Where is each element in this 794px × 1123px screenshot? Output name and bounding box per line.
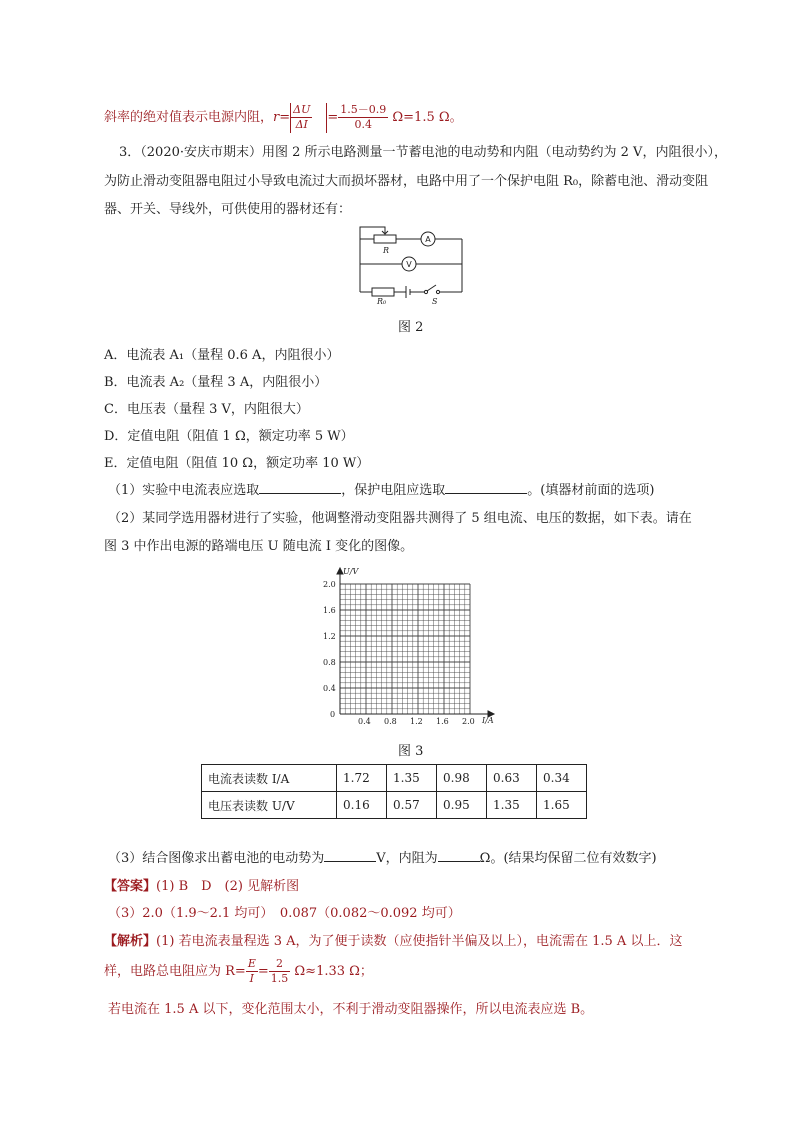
slope-text: 斜率的绝对值表示电源内阻，: [104, 110, 274, 125]
slope-result: Ω=1.5 Ω。: [392, 110, 463, 125]
part3-text-b: V，内阻为: [376, 851, 438, 866]
label-A: A: [425, 235, 431, 244]
circuit-diagram: [350, 222, 470, 306]
analysis-line3: 若电流在 1.5 A 以下，变化范围太小，不利于滑动变阻器操作，所以电流表应选 B。: [108, 1002, 594, 1017]
protective-resistor: [372, 288, 394, 296]
slope-formula-line: [104, 100, 463, 136]
y-tick-0-8: 0.8: [323, 658, 336, 667]
equals: =: [327, 110, 339, 125]
table-row-head: 电压表读数 U/V: [202, 792, 337, 819]
table-cell: 0.16: [337, 792, 387, 819]
table-cell: 1.72: [337, 765, 387, 792]
q3-line2: 为防止滑动变阻器电阻过小导致电流过大而损坏器材，电路中用了一个保护电阻 R₀，除蓄电池、滑动变阻: [104, 174, 709, 189]
table-cell: 1.35: [487, 792, 537, 819]
table-cell: 0.98: [437, 765, 487, 792]
table-cell: 0.95: [437, 792, 487, 819]
rheostat-resistor: [374, 235, 396, 243]
table-cell: 0.63: [487, 765, 537, 792]
table-row-head: 电流表读数 I/A: [202, 765, 337, 792]
part3-text-c: Ω。(结果均保留二位有效数字): [479, 851, 657, 866]
switch-lever: [427, 285, 436, 291]
analysis-line2: [104, 954, 373, 990]
option-c: C．电压表（量程 3 V，内阻很大）: [104, 402, 309, 417]
figure2-caption: 图 2: [398, 320, 424, 335]
resistance-answer-blank[interactable]: [438, 849, 480, 862]
analysis-tag: 【解析】: [104, 934, 157, 949]
graph-grid: [340, 584, 470, 714]
part1-text-b: ，保护电阻应选取: [341, 483, 446, 498]
analysis-text-2a: 样，电路总电阻应为 R=: [104, 964, 246, 979]
delta-fraction: $\frac{\Delta U}{\Delta I}$: [293, 103, 311, 131]
y-tick-1-2: 1.2: [323, 632, 336, 641]
option-a: A．电流表 A₁（量程 0.6 A，内阻很小）: [104, 348, 340, 363]
answer-tag: 【答案】: [104, 879, 157, 894]
origin-label: 0: [330, 710, 336, 719]
y-axis-label: U/V: [343, 567, 359, 576]
x-tick-2-0: 2.0: [462, 717, 475, 726]
x-axis-label: I/A: [482, 716, 494, 725]
q3-line1: 3．（2020·安庆市期末）用图 2 所示电路测量一节蓄电池的电动势和内阻（电动势约为 2 V，内阻很小），: [119, 145, 727, 160]
part1-text-c: 。(填器材前面的选项): [527, 483, 655, 498]
table-cell: 0.34: [537, 765, 587, 792]
option-b: B．电流表 A₂（量程 3 A，内阻很小）: [104, 375, 328, 390]
part3-text-a: （3）结合图像求出蓄电池的电动势为: [108, 851, 325, 866]
table-row-current: [202, 765, 587, 792]
analysis-text-2b: Ω≈1.33 Ω；: [294, 964, 373, 979]
x-tick-0-4: 0.4: [358, 717, 371, 726]
e-over-i-fraction: $\frac{E}{I}$: [247, 957, 256, 985]
ammeter-answer-blank[interactable]: [259, 481, 341, 494]
x-tick-1-6: 1.6: [436, 717, 449, 726]
value-fraction-2: $\frac{2}{1.5}$: [270, 957, 289, 985]
x-tick-1-2: 1.2: [410, 717, 423, 726]
label-V: V: [406, 260, 412, 269]
value-fraction: $\frac{1.5-0.9}{0.4}$: [340, 103, 387, 131]
y-tick-2-0: 2.0: [323, 580, 336, 589]
part1-text-a: （1）实验中电流表应选取: [108, 483, 260, 498]
label-R0: R₀: [377, 297, 387, 306]
analysis-text-1: (1) 若电流表量程选 3 A，为了便于读数（应使指针半偏及以上），电流需在 1.5 A 以上．这: [156, 934, 683, 949]
u-i-graph[interactable]: [314, 566, 504, 730]
r-symbol: r=: [273, 110, 291, 125]
x-tick-0-8: 0.8: [384, 717, 397, 726]
figure3-caption: 图 3: [398, 744, 424, 759]
answer-text-1: (1) B D (2) 见解析图: [156, 879, 300, 894]
label-S: S: [432, 297, 438, 306]
option-e: E．定值电阻（阻值 10 Ω，额定功率 10 W）: [104, 456, 370, 471]
analysis-line1: [104, 930, 682, 949]
answer-line2: （3）2.0（1.9～2.1 均可） 0.087（0.082～0.092 均可）: [108, 906, 461, 921]
emf-answer-blank[interactable]: [324, 849, 376, 862]
equals-sign: =: [257, 964, 269, 979]
part2-line2: 图 3 中作出电源的路端电压 U 随电流 I 变化的图像。: [104, 539, 414, 554]
y-tick-0-4: 0.4: [323, 684, 336, 693]
data-table: [201, 764, 587, 819]
part3-line: [108, 847, 657, 866]
table-cell: 0.57: [387, 792, 437, 819]
resistor-answer-blank[interactable]: [445, 481, 527, 494]
q3-line3: 器、开关、导线外，可供使用的器材还有：: [104, 202, 352, 217]
part1-line: [108, 479, 654, 498]
table-row-voltage: [202, 792, 587, 819]
table-cell: 1.65: [537, 792, 587, 819]
answer-line1: [104, 875, 299, 894]
part2-line1: （2）某同学选用器材进行了实验，他调整滑动变阻器共测得了 5 组电流、电压的数据，如下表。请在: [108, 511, 692, 526]
option-d: D．定值电阻（阻值 1 Ω，额定功率 5 W）: [104, 429, 354, 444]
label-R: R: [383, 246, 390, 255]
table-cell: 1.35: [387, 765, 437, 792]
y-tick-1-6: 1.6: [323, 606, 336, 615]
